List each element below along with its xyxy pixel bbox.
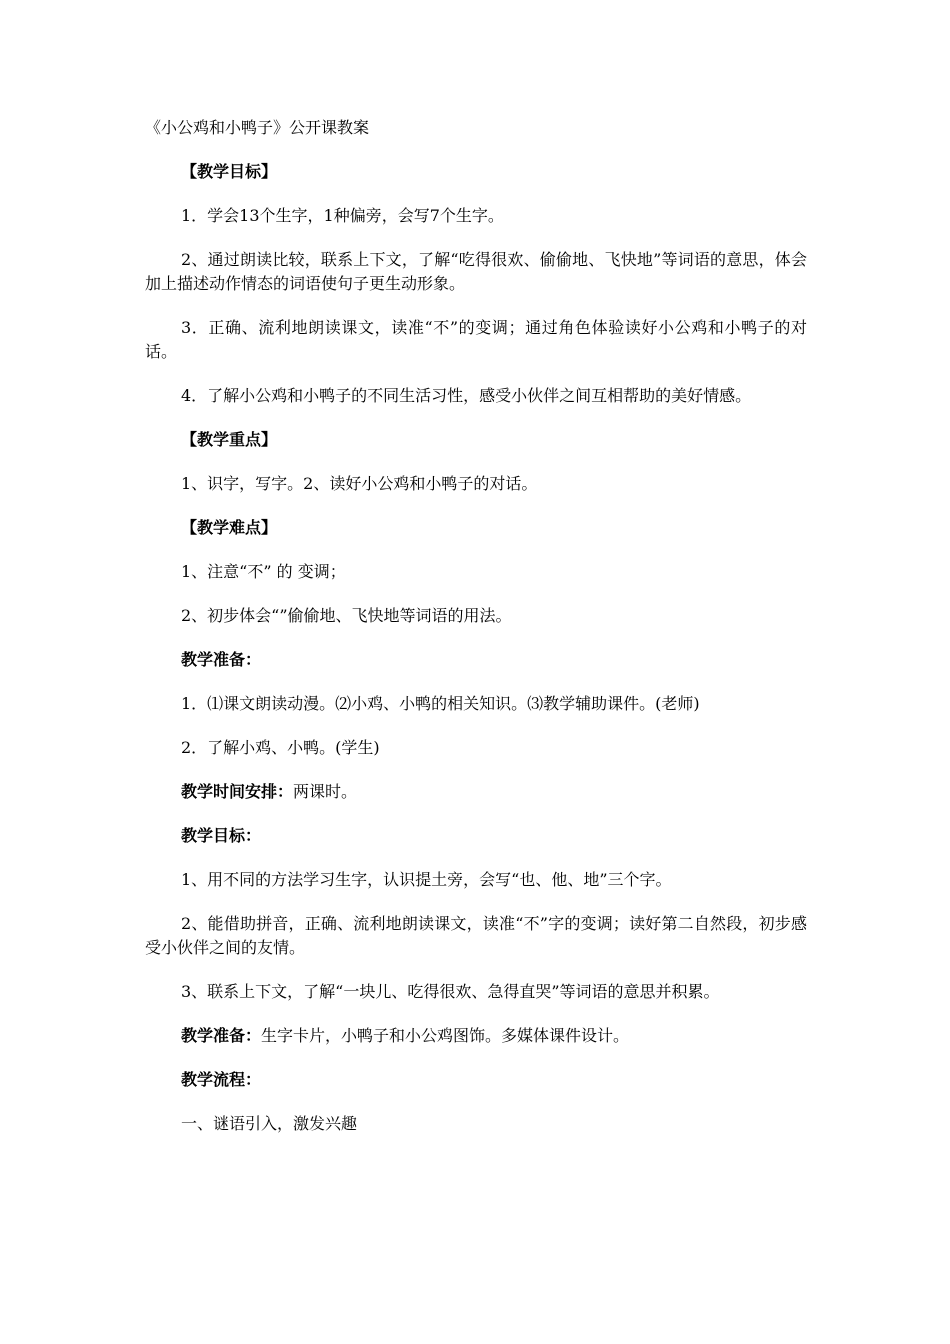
goal-item: 2、通过朗读比较，联系上下文，了解“吃得很欢、偷偷地、飞快地”等词语的意思，体会加上描述动作情态的词语使句子更生动形象。 (145, 250, 807, 293)
difficulty-item: 2、初步体会“”偷偷地、飞快地等词语的用法。 (181, 606, 512, 625)
preparation-item: 2．了解小鸡、小鸭。(学生) (181, 738, 380, 757)
lesson-preparation-line (145, 1024, 807, 1048)
key-points-heading: 【教学重点】 (181, 430, 278, 449)
schedule-line (145, 780, 807, 804)
lesson-goal-item: 3、联系上下文，了解“一块儿、吃得很欢、急得直哭”等词语的意思并积累。 (181, 982, 720, 1001)
goal-item: 3．正确、流利地朗读课文，读准“不”的变调；通过角色体验读好小公鸡和小鸭子的对话。 (145, 318, 807, 361)
lesson-goals-heading: 教学目标： (181, 826, 262, 845)
lesson-preparation-value: 生字卡片，小鸭子和小公鸡图饰。多媒体课件设计。 (261, 1026, 630, 1045)
goals-heading: 【教学目标】 (181, 162, 278, 181)
schedule-label: 教学时间安排： (181, 782, 294, 801)
lesson-goal-item: 1、用不同的方法学习生字，认识提土旁，会写“也、他、地”三个字。 (181, 870, 672, 889)
lesson-goal-item: 2、能借助拼音，正确、流利地朗读课文，读准“不”字的变调；读好第二自然段，初步感受小伙伴之间的友情。 (145, 914, 807, 957)
lesson-preparation-label: 教学准备： (181, 1026, 262, 1045)
difficulty-heading: 【教学难点】 (181, 518, 278, 537)
teaching-flow-heading: 教学流程： (181, 1070, 262, 1089)
teaching-flow-step: 一、谜语引入，激发兴趣 (181, 1114, 358, 1133)
key-points-text: 1、识字，写字。2、读好小公鸡和小鸭子的对话。 (181, 474, 538, 493)
schedule-value: 两课时。 (293, 782, 358, 801)
document-body (145, 116, 807, 1156)
difficulty-item: 1、注意“不” 的 变调； (181, 562, 346, 581)
goal-item: 1．学会13个生字，1种偏旁，会写7个生字。 (181, 206, 504, 225)
preparation-heading: 教学准备： (181, 650, 262, 669)
preparation-item: 1．⑴课文朗读动漫。⑵小鸡、小鸭的相关知识。⑶教学辅助课件。(老师) (181, 694, 700, 713)
document-title: 《小公鸡和小鸭子》公开课教案 (145, 118, 370, 137)
goal-item: 4．了解小公鸡和小鸭子的不同生活习性，感受小伙伴之间互相帮助的美好情感。 (181, 386, 752, 405)
